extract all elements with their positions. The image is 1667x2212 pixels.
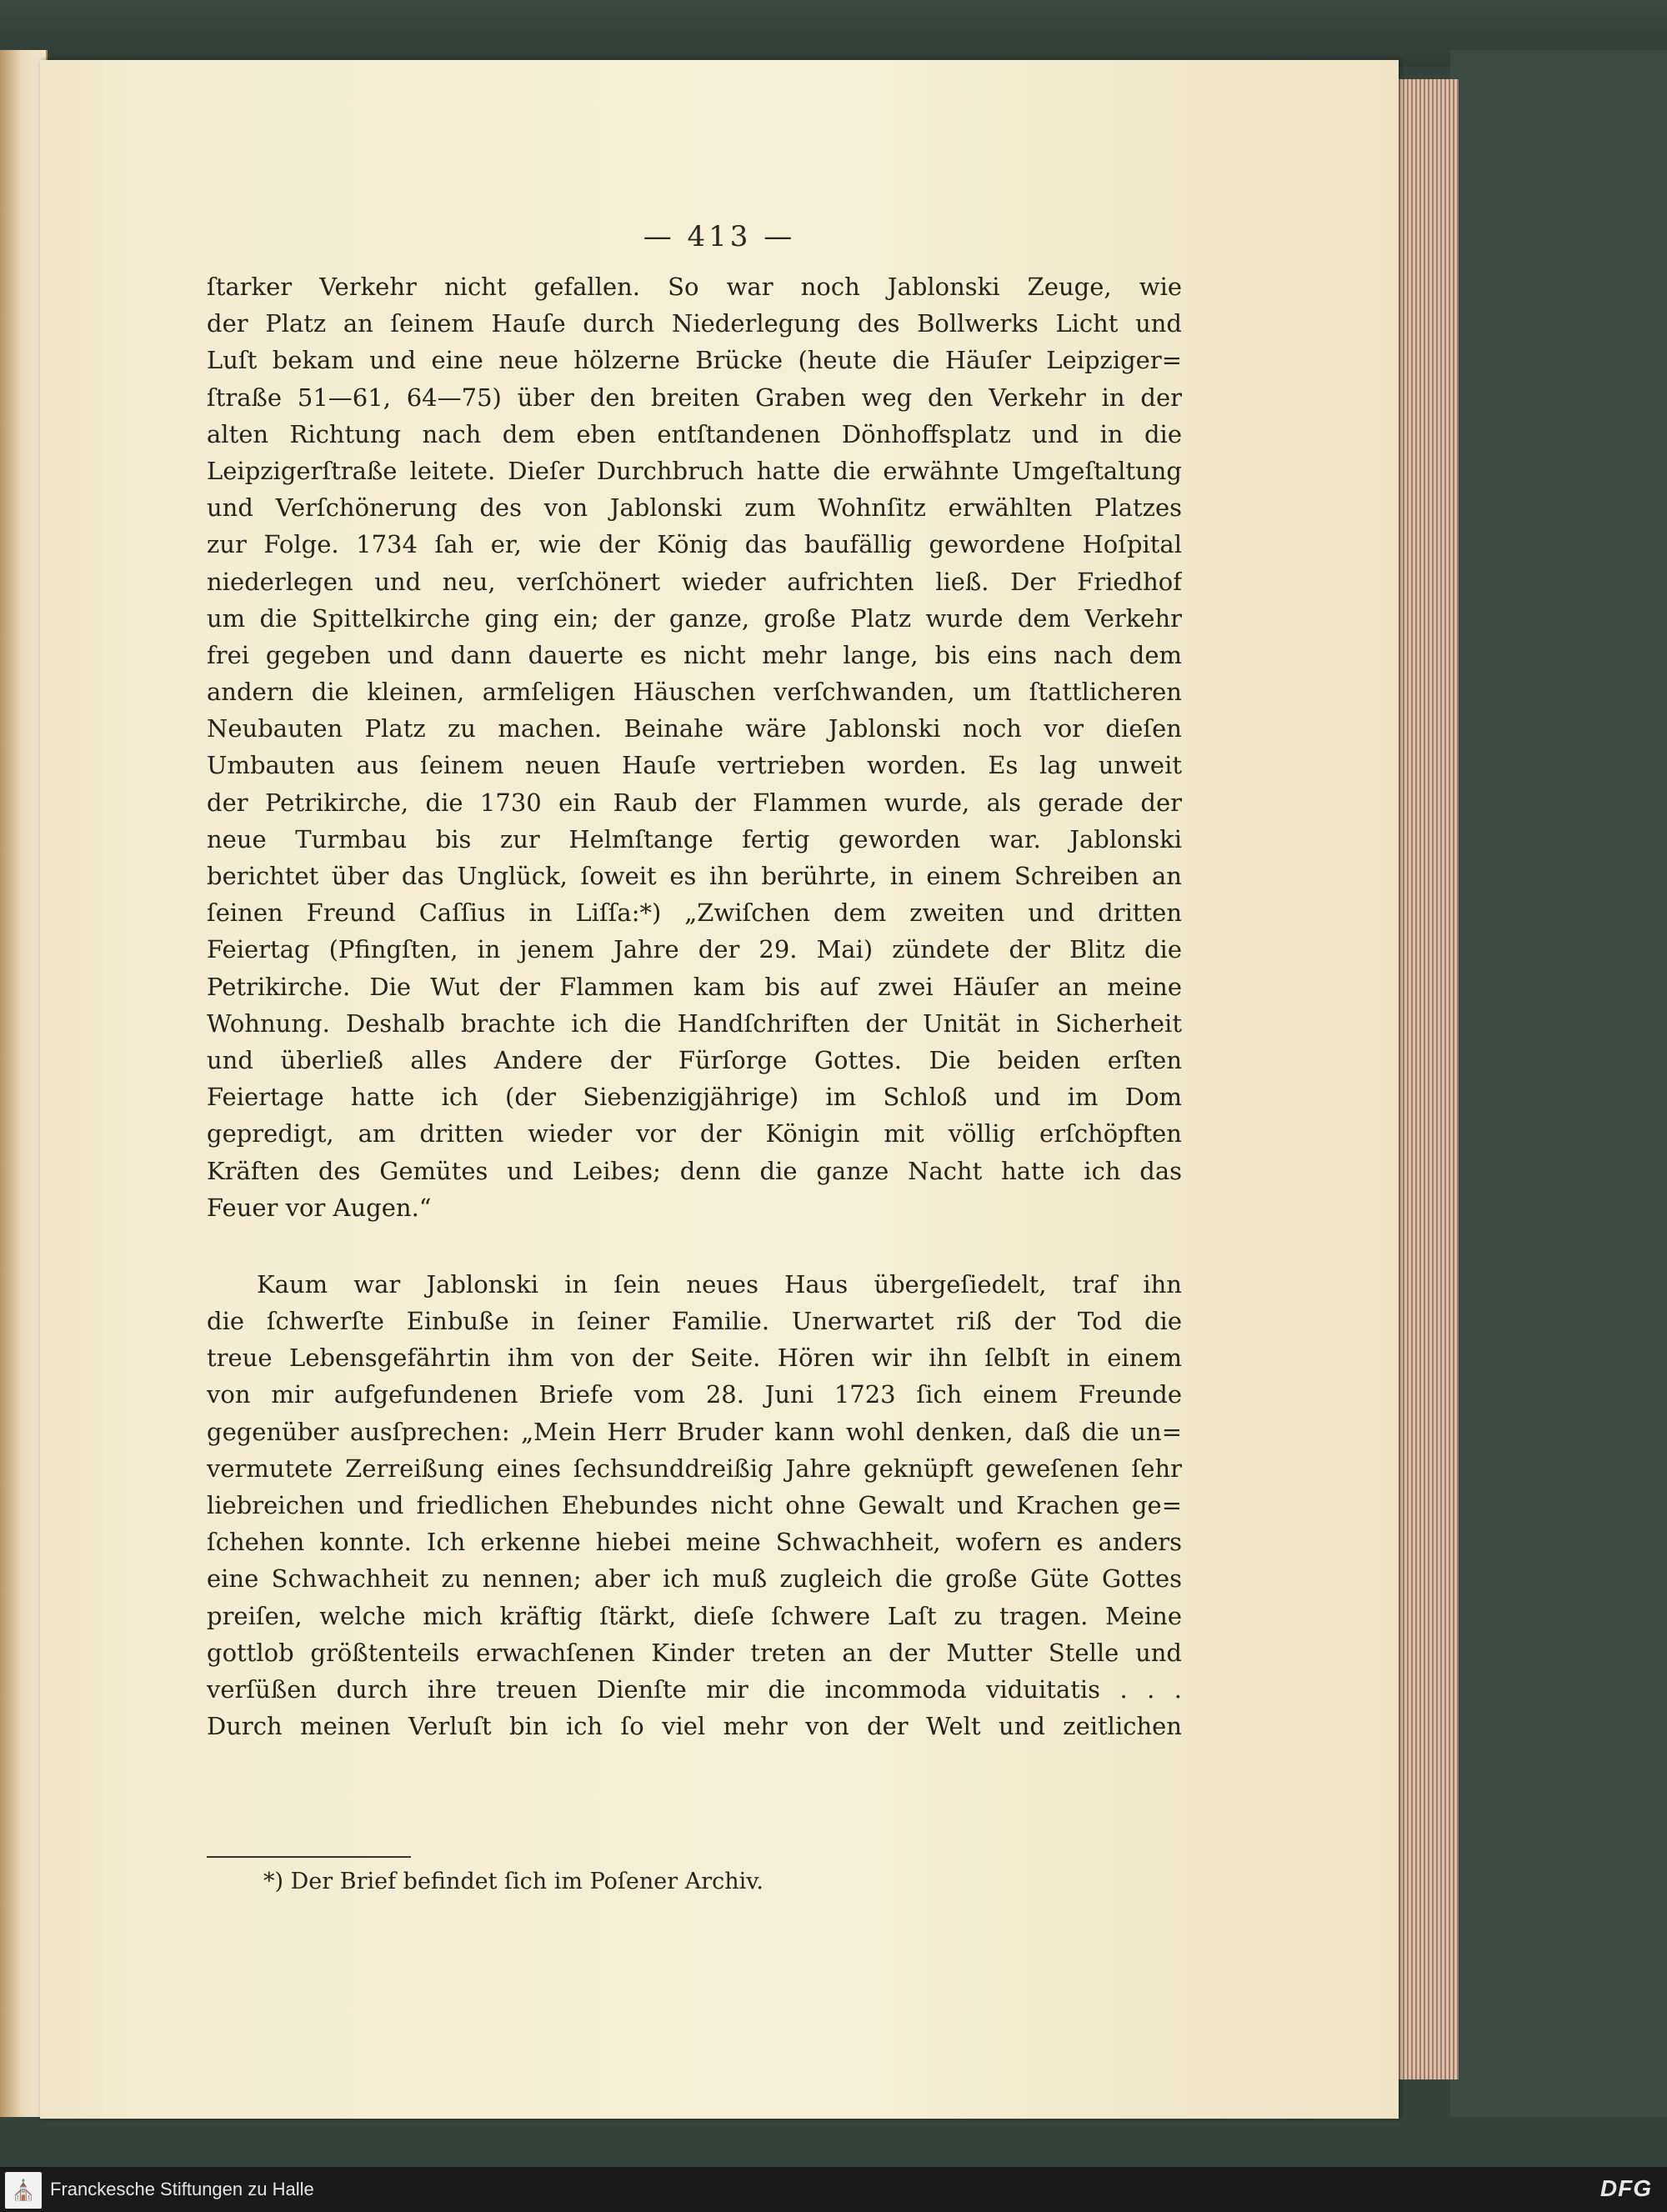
- text-line: ſeinen Freund Caſſius in Liſſa:*) „Zwiſchen dem zweiten und dritten: [207, 898, 1182, 928]
- text-line: Feiertage hatte ich (der Siebenzigjährige) im Schloß und im Dom: [207, 1083, 1182, 1112]
- francke-logo-icon: ⛪: [5, 2172, 42, 2209]
- text-line: eine Schwachheit zu nennen; aber ich muß zugleich die große Güte Gottes: [207, 1564, 1182, 1594]
- text-line: Luſt bekam und eine neue hölzerne Brücke (heute die Häuſer Leipziger=: [207, 346, 1182, 375]
- text-line: vermutete Zerreißung eines ſechsunddreißig Jahre geknüpft geweſenen ſehr: [207, 1454, 1182, 1483]
- paragraph-gap: [207, 1226, 1182, 1266]
- text-line: Feiertag (Pfingſten, in jenem Jahre der 29. Mai) zündete der Blitz die: [207, 935, 1182, 964]
- text-line: ſtraße 51—61, 64—75) über den breiten Graben weg den Verkehr in der: [207, 383, 1182, 412]
- paragraph-2: [207, 1266, 1182, 1744]
- text-line: um die Spittelkirche ging ein; der ganze, große Platz wurde dem Verkehr: [207, 603, 1182, 633]
- text-line: alten Richtung nach dem eben entſtandenen Dönhoffsplatz und in die: [207, 419, 1182, 448]
- text-line: gegenüber ausſprechen: „Mein Herr Bruder kann wohl denken, daß die un=: [207, 1417, 1182, 1446]
- text-line: ſtarker Verkehr nicht gefallen. So war noch Jablonski Zeuge, wie: [207, 273, 1182, 301]
- text-line: Wohnung. Deshalb brachte ich die Handſchriften der Unität in Sicherheit: [207, 1008, 1182, 1038]
- text-line: treue Lebensgefährtin ihm von der Seite. Hören wir ihn ſelbſt in einem: [207, 1344, 1182, 1373]
- text-block: [207, 268, 1182, 1744]
- book-cover-right: [1450, 50, 1667, 2117]
- text-line: Kräften des Gemütes und Leibes; denn die ganze Nacht hatte ich das: [207, 1156, 1182, 1185]
- text-line: Petrikirche. Die Wut der Flammen kam bis auf zwei Häuſer an meine: [207, 972, 1182, 1001]
- text-line: der Petrikirche, die 1730 ein Raub der Flammen wurde, als gerade der: [207, 788, 1182, 817]
- text-line: neue Turmbau bis zur Helmſtange fertig geworden war. Jablonski: [207, 824, 1182, 853]
- text-line: Umbauten aus ſeinem neuen Hauſe vertrieben worden. Es lag unweit: [207, 751, 1182, 780]
- text-line: niederlegen und neu, verſchönert wieder aufrichten ließ. Der Friedhof: [207, 567, 1182, 596]
- text-line: von mir aufgefundenen Briefe vom 28. Juni 1723 ſich einem Freunde: [207, 1380, 1182, 1409]
- book-page: [40, 60, 1399, 2119]
- dfg-logo[interactable]: DFG: [1599, 2175, 1652, 2201]
- text-line: Durch meinen Verluſt bin ich ſo viel mehr von der Welt und zeitlichen: [207, 1712, 1182, 1741]
- text-line: berichtet über das Unglück, ſoweit es ihn berührte, in einem Schreiben an: [207, 862, 1182, 890]
- text-line: andern die kleinen, armſeligen Häuschen verſchwanden, um ſtattlicheren: [207, 678, 1182, 707]
- text-line: und überließ alles Andere der Fürſorge Gottes. Die beiden erſten: [207, 1045, 1182, 1074]
- text-line: Neubauten Platz zu machen. Beinahe wäre Jablonski noch vor dieſen: [207, 714, 1182, 743]
- text-line: Kaum war Jablonski in ſein neues Haus übergeſiedelt, traf ihn: [257, 1269, 1182, 1299]
- book-cover-top: [0, 0, 1667, 67]
- footnote: *) Der Brief befindet ſich im Poſener Archiv.: [263, 1869, 763, 1894]
- text-line: die ſchwerſte Einbuße in ſeiner Familie. Unerwartet riß der Tod die: [207, 1307, 1182, 1336]
- footnote-divider: [207, 1856, 411, 1858]
- text-line: zur Folge. 1734 ſah er, wie der König das baufällig gewordene Hoſpital: [207, 530, 1182, 559]
- text-line: Leipzigerſtraße leitete. Dieſer Durchbruch hatte die erwähnte Umgeſtaltung: [207, 456, 1182, 485]
- page-number: — 413 —: [643, 220, 796, 253]
- text-line: verſüßen durch ihre treuen Dienſte mir die incommoda viduitatis . . .: [207, 1674, 1182, 1704]
- text-line: liebreichen und friedlichen Ehebundes nicht ohne Gewalt und Krachen ge=: [207, 1491, 1182, 1519]
- text-line: preiſen, welche mich kräftig ſtärkt, dieſe ſchwere Laſt zu tragen. Meine: [207, 1601, 1182, 1630]
- text-line: frei gegeben und dann dauerte es nicht mehr lange, bis eins nach dem: [207, 640, 1182, 669]
- institution-name[interactable]: Franckesche Stiftungen zu Halle: [50, 2179, 314, 2199]
- text-line: gottlob größtenteils erwachſenen Kinder treten an der Mutter Stelle und: [207, 1638, 1182, 1667]
- text-line: gepredigt, am dritten wieder vor der Königin mit völlig erſchöpften: [207, 1119, 1182, 1149]
- text-line: ſchehen konnte. Ich erkenne hiebei meine Schwachheit, wofern es anders: [207, 1528, 1182, 1557]
- text-line: und Verſchönerung des von Jablonski zum Wohnſitz erwählten Platzes: [207, 493, 1182, 523]
- text-line: Feuer vor Augen.“: [207, 1193, 432, 1222]
- paragraph-1: [207, 268, 1182, 1226]
- text-line: der Platz an ſeinem Hauſe durch Niederlegung des Bollwerks Licht und: [207, 309, 1182, 338]
